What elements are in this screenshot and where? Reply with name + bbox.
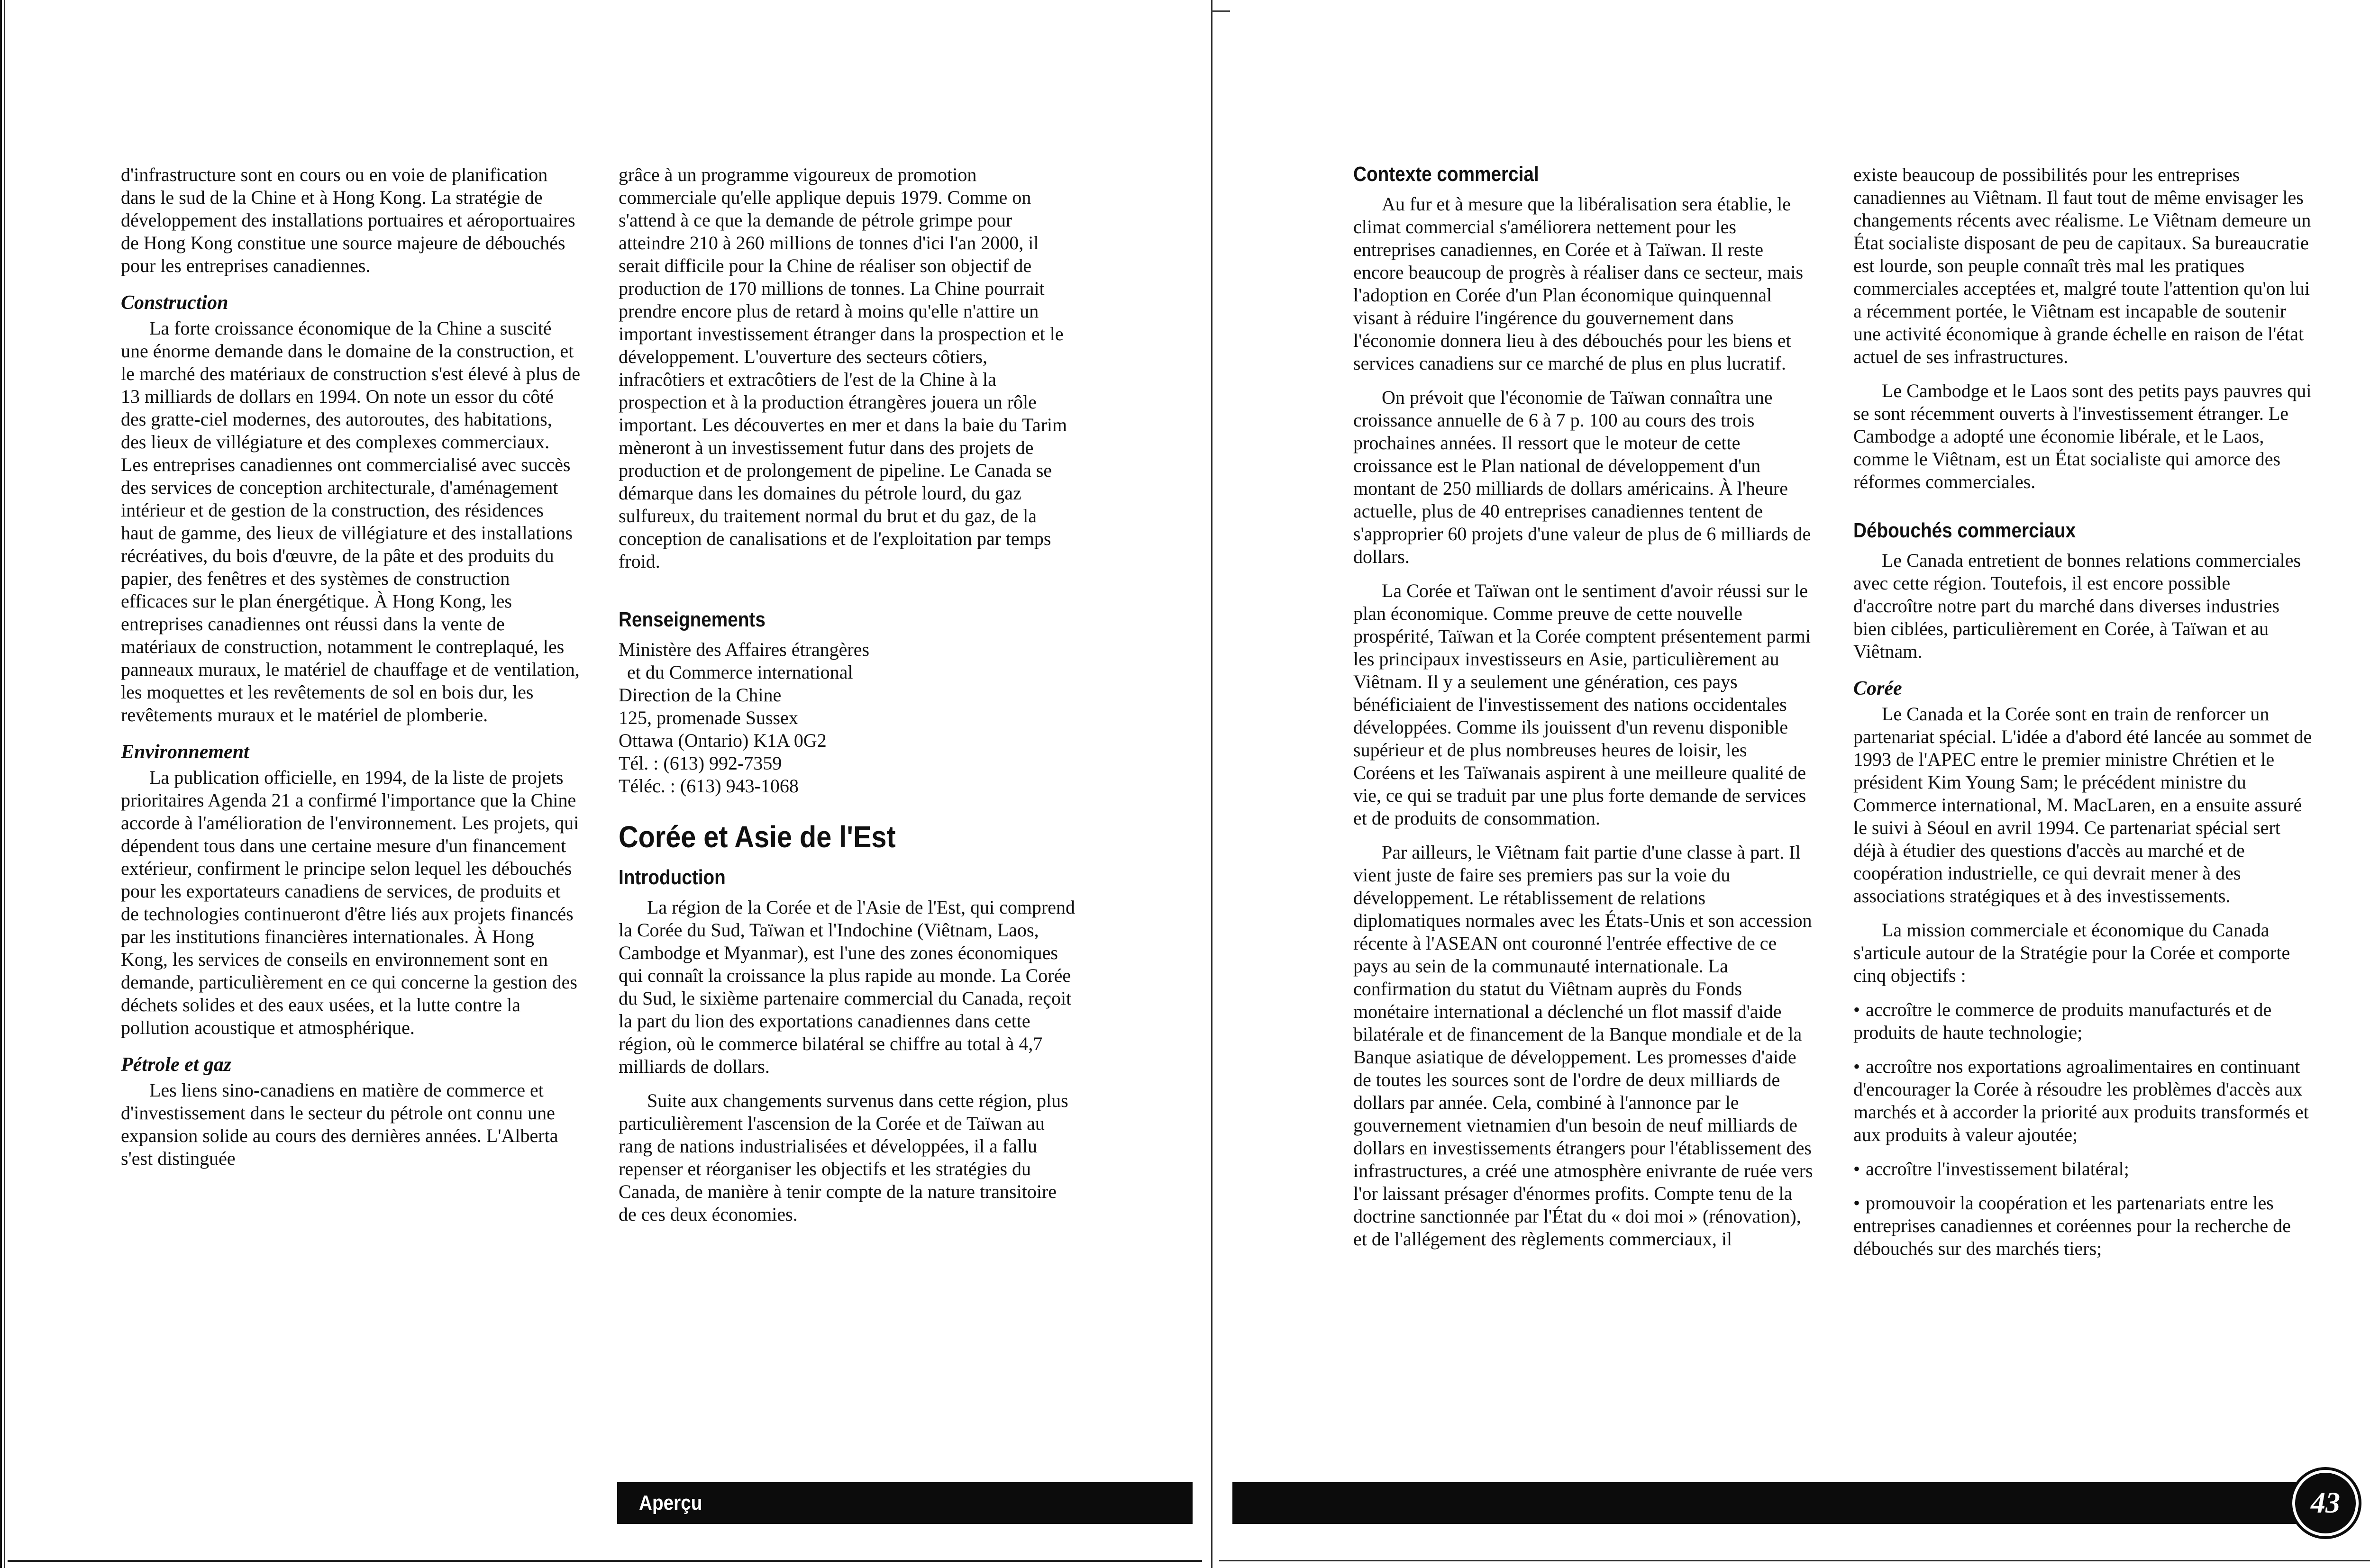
address-line: Direction de la Chine	[619, 684, 782, 706]
page-gutter	[1211, 0, 1212, 1568]
paragraph-infrastructure: d'infrastructure sont en cours ou en voie de planification dans le sud de la Chine et à Hong Kong. La stratégie de développement des installations portuaires et aéroportuaires de Hong Kong constitue une source majeure de débouchés pour les entreprises canadiennes.	[121, 164, 575, 276]
paragraph-coree-taiwan: La Corée et Taïwan ont le sentiment d'avoir réussi sur le plan économique. Comme preuve de cette nouvelle prospérité, Taïwan et la Corée comptent présentement parmi les principaux investisseurs en Asie, particulièrement au Viêtnam. Il y a seulement une génération, ces pays bénéficiaient de l'investissement des nations occidentales développées. Comme ils jouissent d'un revenu disponible supérieur et de plus nombreuses heures de loisir, les Coréens et les Taïwanais aspirent à une meilleure qualité de vie, ce qui se traduit par une plus forte demande de services et de produits de consommation.	[1353, 580, 1811, 829]
page-number: 43	[2295, 1473, 2356, 1533]
bullet-icon: •	[1853, 999, 1860, 1020]
contact-address	[619, 638, 1078, 798]
paragraph-environnement: La publication officielle, en 1994, de la liste de projets prioritaires Agenda 21 a confirmé l'importance que la Chine accorde à l'amélioration de l'environnement. Les projets, qui dépendent tous dans une certaine mesure d'un financement extérieur, confirment le principe selon lequel les débouchés pour les exportateurs canadiens de services, de produits et de technologies continueront d'être liés aux projets financés par les institutions financières internationales. À Hong Kong, les services de conseils en environnement sont en demande, particulièrement en ce qui concerne la gestion des déchets solides et des eaux usées, et la lutte contre la pollution acoustique et atmosphérique.	[121, 767, 579, 1038]
bottom-rule-left	[8, 1560, 1202, 1562]
heading-debouches-commerciaux: Débouchés commerciaux	[1853, 519, 2076, 542]
list-item	[1853, 1055, 2313, 1146]
left-page-column-1	[121, 163, 581, 1170]
paragraph-debouches: Le Canada entretient de bonnes relations commerciales avec cette région. Toutefois, il est encore possible d'accroître notre part du marché dans diverses industries bien ciblées, particulièrement en Corée, à Taïwan et au Viêtnam.	[1853, 550, 2301, 662]
bullet-icon: •	[1853, 1056, 1860, 1077]
address-line: Ministère des Affaires étrangères	[619, 639, 870, 660]
paragraph-taiwan-economie: On prévoit que l'économie de Taïwan connaîtra une croissance annuelle de 6 à 7 p. 100 au cours des trois prochaines années. Il ressort que le moteur de cette croissance est le Plan national de développement d'un montant de 250 milliards de dollars américains. À l'heure actuelle, plus de 40 entreprises canadiennes tentent de s'approprier 60 projets d'une valeur de plus de 6 milliards de dollars.	[1353, 387, 1811, 567]
paragraph-coree: Le Canada et la Corée sont en train de renforcer un partenariat spécial. L'idée a d'abord été lancée au sommet de 1993 de l'APEC entre le premier ministre Chrétien et le président Kim Young Sam; le précédent ministre du Commerce international, M. MacLaren, en a ensuite assuré le suivi à Séoul en avril 1994. Ce partenariat spécial sert déjà à étudier des questions d'accès au marché et de coopération industrielle, ce qui devrait mener à des associations stratégiques et à des investissements.	[1853, 703, 2312, 906]
bullet-icon: •	[1853, 1192, 1860, 1214]
bullet-text: accroître l'investissement bilatéral;	[1866, 1158, 2129, 1179]
heading-contexte-commercial: Contexte commercial	[1353, 163, 1539, 186]
paragraph-construction: La forte croissance économique de la Chine a suscité une énorme demande dans le domaine de la construction, et le marché des matériaux de construction s'est élevé à plus de 13 milliards de dollars en 1994. On note un essor du côté des gratte-ciel modernes, des autoroutes, des habitations, des lieux de villégiature et des complexes commerciaux. Les entreprises canadiennes ont commercialisé avec succès des services de conception architecturale, d'aménagement intérieur et de gestion de la construction, des résidences haut de gamme, des lieux de villégiature et des installations récréatives, du bois d'œuvre, de la pâte et des produits du papier, des fenêtres et des systèmes de construction efficaces sur le plan énergétique. À Hong Kong, les entreprises canadiennes ont réussi dans la vente de matériaux de construction, notamment le contreplaqué, les panneaux muraux, le matériel de chauffage et de ventilation, les moquettes et les revêtements de sol en bois dur, les revêtements muraux et le matériel de plomberie.	[121, 317, 581, 725]
heading-environnement: Environnement	[121, 741, 249, 763]
phone-line: Tél. : (613) 992-7359	[619, 752, 782, 774]
fax-line: Téléc. : (613) 943-1068	[619, 775, 799, 797]
bullet-text: promouvoir la coopération et les partenariats entre les entreprises canadiennes et coréennes pour la recherche de débouchés sur des marchés tiers;	[1853, 1192, 2291, 1259]
bullet-text: accroître le commerce de produits manufacturés et de produits de haute technologie;	[1853, 999, 2272, 1043]
address-line: et du Commerce international	[627, 662, 853, 683]
paragraph-introduction: La région de la Corée et de l'Asie de l'Est, qui comprend la Corée du Sud, Taïwan et l'Indochine (Viêtnam, Laos, Cambodge et Myanmar), est l'une des zones économiques qui connaît la croissance la plus rapide au monde. La Corée du Sud, le sixième partenaire commercial du Canada, reçoit la part du lion des exportations canadiennes dans cette région, où le commerce bilatéral se chiffre au total à 4,7 milliards de dollars.	[619, 897, 1076, 1077]
paragraph-vietnam: Par ailleurs, le Viêtnam fait partie d'une classe à part. Il vient juste de faire ses premiers pas sur la voie du développement. Le rétablissement de relations diplomatiques normales avec les États-Unis et son accession récente à l'ASEAN ont couronné l'entrée effective de ce pays au sein de la communauté internationale. La confirmation du statut du Viêtnam auprès du Fonds monétaire international a déclenché un flot massif d'aide bilatérale et de financement de la Banque mondiale et de la Banque asiatique de développement. Les promesses d'aide de toutes les sources sont de l'ordre de deux milliards de dollars par année. Cela, combiné à l'annonce par le gouvernement vietnamien d'un besoin de neuf milliards de dollars en investissements étrangers pour l'établissement des infrastructures, a créé une atmosphère enivrante de ruée vers l'or laissant présager d'énormes profits. Compte tenu de la doctrine sanctionnée par l'État du « doi moi » (rénovation), et de l'allégement des règlements commerciaux, il	[1353, 842, 1813, 1250]
section-title-coree-asie-est: Corée et Asie de l'Est	[619, 820, 896, 854]
bullet-text: accroître nos exportations agroalimentaires en continuant d'encourager la Corée à résoudre les problèmes d'accès aux marchés et à accorder la priorité aux produits transformés et aux produits à valeur ajoutée;	[1853, 1056, 2309, 1145]
bottom-rule-right	[1219, 1560, 2370, 1561]
address-line: 125, promenade Sussex	[619, 707, 798, 728]
crop-mark	[1211, 10, 1230, 12]
right-page-column-2	[1853, 163, 2313, 1260]
left-page-column-2	[619, 163, 1078, 1226]
list-item	[1853, 1158, 2313, 1180]
address-line: Ottawa (Ontario) K1A 0G2	[619, 730, 827, 751]
scan-edge-left	[0, 0, 7, 1568]
paragraph-cambodge-laos: Le Cambodge et le Laos sont des petits pays pauvres qui se sont récemment ouverts à l'investissement étranger. Le Cambodge a adopté une économie libérale, et le Laos, comme le Viêtnam, est un État socialiste qui amorce des réformes commerciales.	[1853, 380, 2312, 492]
paragraph-petrole-continued: grâce à un programme vigoureux de promotion commerciale qu'elle applique depuis 1979. Comme on s'attend à ce que la demande de pétrole grimpe pour atteindre 210 à 260 millions de tonnes d'ici l'an 2000, il serait difficile pour la Chine de réaliser son objectif de production de 170 millions de tonnes. La Chine pourrait prendre encore plus de retard à moins qu'elle n'attire un important investissement étranger dans la prospection et le développement. L'ouverture des secteurs côtiers, infracôtiers et extracôtiers de l'est de la Chine à la prospection et à la production étrangères jouera un rôle important. Les découvertes en mer et dans la baie du Tarim mèneront à un investissement futur dans des projets de production et de prolongement de pipeline. Le Canada se démarque dans les domaines du pétrole lourd, du gaz sulfureux, du traitement normal du brut et du gaz, de la conception de canalisations et de l'exploitation par temps froid.	[619, 164, 1067, 572]
paragraph-liberalisation: Au fur et à mesure que la libéralisation sera établie, le climat commercial s'améliorera nettement pour les entreprises canadiennes, en Corée et à Taïwan. Il reste encore beaucoup de progrès à réaliser dans ce secteur, mais l'adoption en Corée d'un Plan économique quinquennal visant à réduire l'ingérence du gouvernement dans l'économie donnera lieu à des débouchés pour les biens et services canadiens sur ce marché de plus en plus lucratif.	[1353, 193, 1804, 374]
right-page-column-1	[1353, 163, 1813, 1251]
paragraph-suite-changements: Suite aux changements survenus dans cette région, plus particulièrement l'ascension de la Corée et de Taïwan au rang de nations industrialisées et développées, il a fallu repenser et réorganiser les objectifs et les stratégies du Canada, de manière à tenir compte de la nature transitoire de ces deux économies.	[619, 1090, 1068, 1225]
heading-petrole-gaz: Pétrole et gaz	[121, 1054, 232, 1076]
paragraph-mission: La mission commerciale et économique du Canada s'articule autour de la Stratégie pour la Corée et comporte cinq objectifs :	[1853, 919, 2290, 986]
heading-introduction: Introduction	[619, 866, 726, 889]
heading-coree: Corée	[1853, 678, 1902, 699]
footer-label-apercu: Aperçu	[639, 1491, 702, 1514]
footer-bar-left	[617, 1482, 1193, 1524]
bullet-icon: •	[1853, 1158, 1860, 1179]
heading-construction: Construction	[121, 292, 228, 314]
paragraph-petrole-gaz: Les liens sino-canadiens en matière de commerce et d'investissement dans le secteur du pétrole ont connu une expansion solide au cours des dernières années. L'Alberta s'est distinguée	[121, 1079, 558, 1169]
heading-renseignements: Renseignements	[619, 608, 766, 631]
paragraph-vietnam-continued: existe beaucoup de possibilités pour les entreprises canadiennes au Viêtnam. Il faut tout de même envisager les changements récents avec réalisme. Le Viêtnam demeure un État socialiste disposant de peu de capitaux. Sa bureaucratie est lourde, son peuple connaît très mal les pratiques commerciales acceptées et, malgré toute l'attention qu'on lui a récemment portée, le Viêtnam est incapable de soutenir une activité économique à grande échelle en raison de l'état actuel de ses infrastructures.	[1853, 164, 2311, 367]
footer-bar-right	[1232, 1482, 2304, 1524]
list-item	[1853, 998, 2313, 1044]
list-item	[1853, 1192, 2313, 1260]
